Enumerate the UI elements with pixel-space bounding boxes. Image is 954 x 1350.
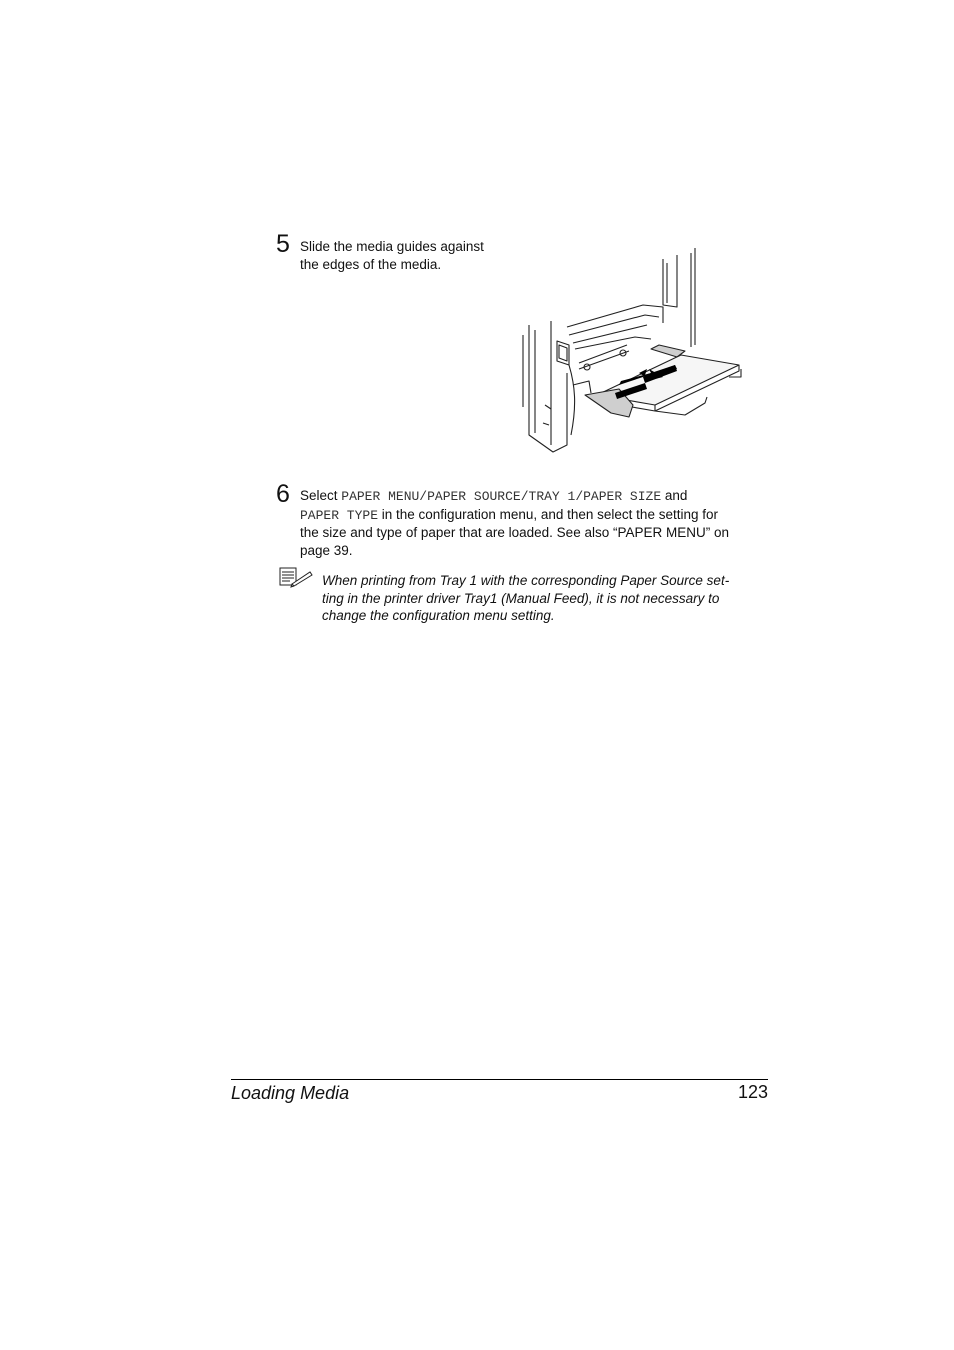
step-6-rest-1: in the configuration menu, and then select the setting for xyxy=(378,506,718,522)
note-line-1: When printing from Tray 1 with the corresponding Paper Source set- xyxy=(322,573,730,588)
footer-section-title: Loading Media xyxy=(231,1083,350,1103)
step-6-menu-path: PAPER MENU/PAPER SOURCE/TRAY 1/PAPER SIZE xyxy=(341,489,662,504)
step-6-line-1 xyxy=(300,487,770,506)
note-line-3: change the configuration menu setting. xyxy=(322,608,555,623)
step-6-number: 6 xyxy=(276,480,290,508)
step-5-number: 5 xyxy=(276,230,290,258)
step-6-and: and xyxy=(661,488,688,503)
note-text xyxy=(322,572,772,625)
step-6-paper-type: PAPER TYPE xyxy=(300,507,379,523)
step-5-line-1: Slide the media guides against xyxy=(300,239,484,254)
footer-rule xyxy=(231,1079,768,1080)
step-5-text xyxy=(300,238,520,273)
step-6-select: Select xyxy=(300,488,342,503)
step-6-line-3: the size and type of paper that are loaded. See also “PAPER MENU” on xyxy=(300,525,729,540)
step-6-line-2 xyxy=(300,506,770,525)
footer-page-number: 123 xyxy=(737,1082,768,1102)
step-5-line-2: the edges of the media. xyxy=(300,256,442,272)
step-6-line-4: page 39. xyxy=(300,542,353,558)
note-pad-icon xyxy=(278,566,314,588)
step-6-text xyxy=(300,487,770,559)
note-line-2: ting in the printer driver Tray1 (Manual Feed), it is not necessary to xyxy=(322,590,720,606)
printer-tray-illustration xyxy=(515,245,750,457)
